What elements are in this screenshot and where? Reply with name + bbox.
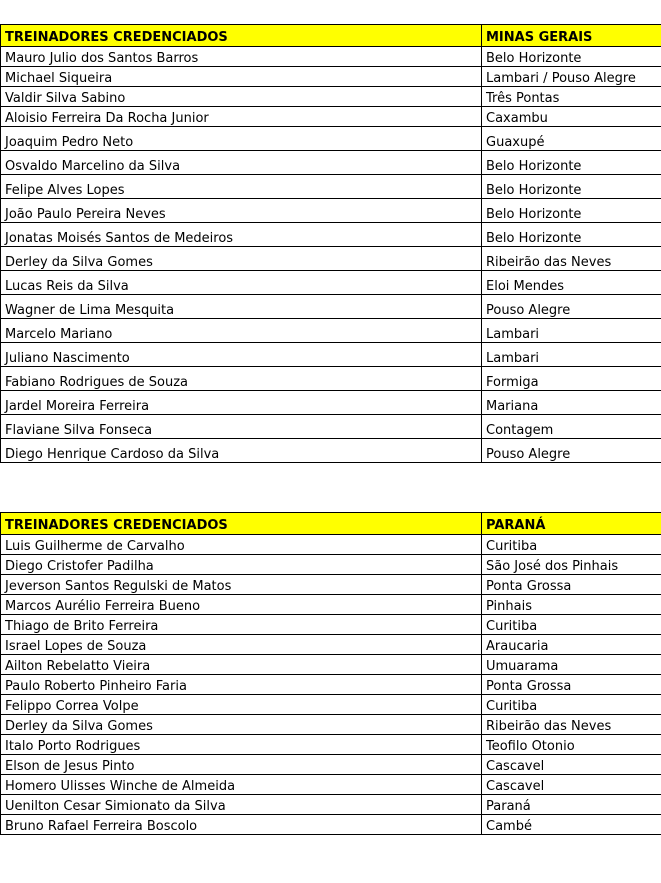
table-row <box>1 815 661 835</box>
table-row <box>1 695 661 715</box>
table-row <box>1 675 661 695</box>
trainer-city: Curitiba <box>482 695 661 715</box>
table-header-row <box>1 25 661 47</box>
trainer-city: Belo Horizonte <box>482 47 661 67</box>
trainer-name: Diego Henrique Cardoso da Silva <box>1 439 482 463</box>
trainer-city: Lambari <box>482 319 661 343</box>
trainer-city: Eloi Mendes <box>482 271 661 295</box>
trainer-name: Italo Porto Rodrigues <box>1 735 482 755</box>
trainer-name: Thiago de Brito Ferreira <box>1 615 482 635</box>
header-state: PARANÁ <box>482 513 661 535</box>
trainer-name: Aloisio Ferreira Da Rocha Junior <box>1 107 482 127</box>
trainer-city: Cambé <box>482 815 661 835</box>
table-row <box>1 735 661 755</box>
trainer-name: Osvaldo Marcelino da Silva <box>1 151 482 175</box>
table-row <box>1 47 661 67</box>
trainer-name: Elson de Jesus Pinto <box>1 755 482 775</box>
table-row <box>1 795 661 815</box>
trainer-city: Ponta Grossa <box>482 675 661 695</box>
trainer-name: Luis Guilherme de Carvalho <box>1 535 482 555</box>
table-row <box>1 247 661 271</box>
trainer-city: Lambari / Pouso Alegre <box>482 67 661 87</box>
trainer-name: Juliano Nascimento <box>1 343 482 367</box>
trainer-city: Caxambu <box>482 107 661 127</box>
trainer-city: Pouso Alegre <box>482 295 661 319</box>
table-row <box>1 295 661 319</box>
trainer-city: Ponta Grossa <box>482 575 661 595</box>
trainer-name: Michael Siqueira <box>1 67 482 87</box>
header-trainers: TREINADORES CREDENCIADOS <box>1 513 482 535</box>
trainer-name: Felippo Correa Volpe <box>1 695 482 715</box>
table-row <box>1 367 661 391</box>
table-row <box>1 555 661 575</box>
trainer-name: Fabiano Rodrigues de Souza <box>1 367 482 391</box>
trainer-name: Jeverson Santos Regulski de Matos <box>1 575 482 595</box>
table-row <box>1 319 661 343</box>
table-row <box>1 127 661 151</box>
table-row <box>1 223 661 247</box>
trainer-name: Mauro Julio dos Santos Barros <box>1 47 482 67</box>
trainer-city: Belo Horizonte <box>482 151 661 175</box>
trainer-city: Formiga <box>482 367 661 391</box>
table-row <box>1 343 661 367</box>
table-row <box>1 755 661 775</box>
table-row <box>1 271 661 295</box>
trainer-city: Pouso Alegre <box>482 439 661 463</box>
trainer-city: Curitiba <box>482 615 661 635</box>
trainer-city: Teofilo Otonio <box>482 735 661 755</box>
trainer-name: Lucas Reis da Silva <box>1 271 482 295</box>
trainer-city: Araucaria <box>482 635 661 655</box>
table-row <box>1 635 661 655</box>
table-row <box>1 87 661 107</box>
trainer-city: Umuarama <box>482 655 661 675</box>
trainer-city: Mariana <box>482 391 661 415</box>
table-row <box>1 391 661 415</box>
trainer-name: Wagner de Lima Mesquita <box>1 295 482 319</box>
trainer-city: Lambari <box>482 343 661 367</box>
table-header-row <box>1 513 661 535</box>
trainer-city: Cascavel <box>482 755 661 775</box>
trainer-name: Derley da Silva Gomes <box>1 715 482 735</box>
table-row <box>1 199 661 223</box>
trainer-city: Três Pontas <box>482 87 661 107</box>
trainer-name: Homero Ulisses Winche de Almeida <box>1 775 482 795</box>
trainer-name: Paulo Roberto Pinheiro Faria <box>1 675 482 695</box>
trainer-city: Belo Horizonte <box>482 175 661 199</box>
trainer-city: Ribeirão das Neves <box>482 247 661 271</box>
trainer-city: Belo Horizonte <box>482 223 661 247</box>
trainer-name: Valdir Silva Sabino <box>1 87 482 107</box>
trainer-name: Bruno Rafael Ferreira Boscolo <box>1 815 482 835</box>
trainers-table-minas-gerais <box>0 24 661 463</box>
table-row <box>1 615 661 635</box>
table-row <box>1 415 661 439</box>
table-row <box>1 107 661 127</box>
trainers-table-parana <box>0 512 661 835</box>
trainer-city: Contagem <box>482 415 661 439</box>
trainer-name: Diego Cristofer Padilha <box>1 555 482 575</box>
trainer-name: Israel Lopes de Souza <box>1 635 482 655</box>
table-row <box>1 575 661 595</box>
table-row <box>1 175 661 199</box>
table-row <box>1 655 661 675</box>
table-row <box>1 535 661 555</box>
table-row <box>1 715 661 735</box>
header-state: MINAS GERAIS <box>482 25 661 47</box>
trainer-name: Derley da Silva Gomes <box>1 247 482 271</box>
table-row <box>1 67 661 87</box>
trainer-city: São José dos Pinhais <box>482 555 661 575</box>
header-trainers: TREINADORES CREDENCIADOS <box>1 25 482 47</box>
trainer-name: Marcelo Mariano <box>1 319 482 343</box>
trainer-city: Paraná <box>482 795 661 815</box>
trainer-city: Cascavel <box>482 775 661 795</box>
table-row <box>1 151 661 175</box>
trainer-name: João Paulo Pereira Neves <box>1 199 482 223</box>
table-row <box>1 439 661 463</box>
trainer-name: Jardel Moreira Ferreira <box>1 391 482 415</box>
table-row <box>1 775 661 795</box>
trainer-city: Pinhais <box>482 595 661 615</box>
trainer-name: Marcos Aurélio Ferreira Bueno <box>1 595 482 615</box>
trainer-name: Felipe Alves Lopes <box>1 175 482 199</box>
trainer-name: Flaviane Silva Fonseca <box>1 415 482 439</box>
trainer-name: Joaquim Pedro Neto <box>1 127 482 151</box>
trainer-name: Jonatas Moisés Santos de Medeiros <box>1 223 482 247</box>
trainer-name: Ailton Rebelatto Vieira <box>1 655 482 675</box>
trainer-city: Belo Horizonte <box>482 199 661 223</box>
trainer-city: Curitiba <box>482 535 661 555</box>
trainer-city: Guaxupé <box>482 127 661 151</box>
table-row <box>1 595 661 615</box>
trainer-city: Ribeirão das Neves <box>482 715 661 735</box>
trainer-name: Uenilton Cesar Simionato da Silva <box>1 795 482 815</box>
